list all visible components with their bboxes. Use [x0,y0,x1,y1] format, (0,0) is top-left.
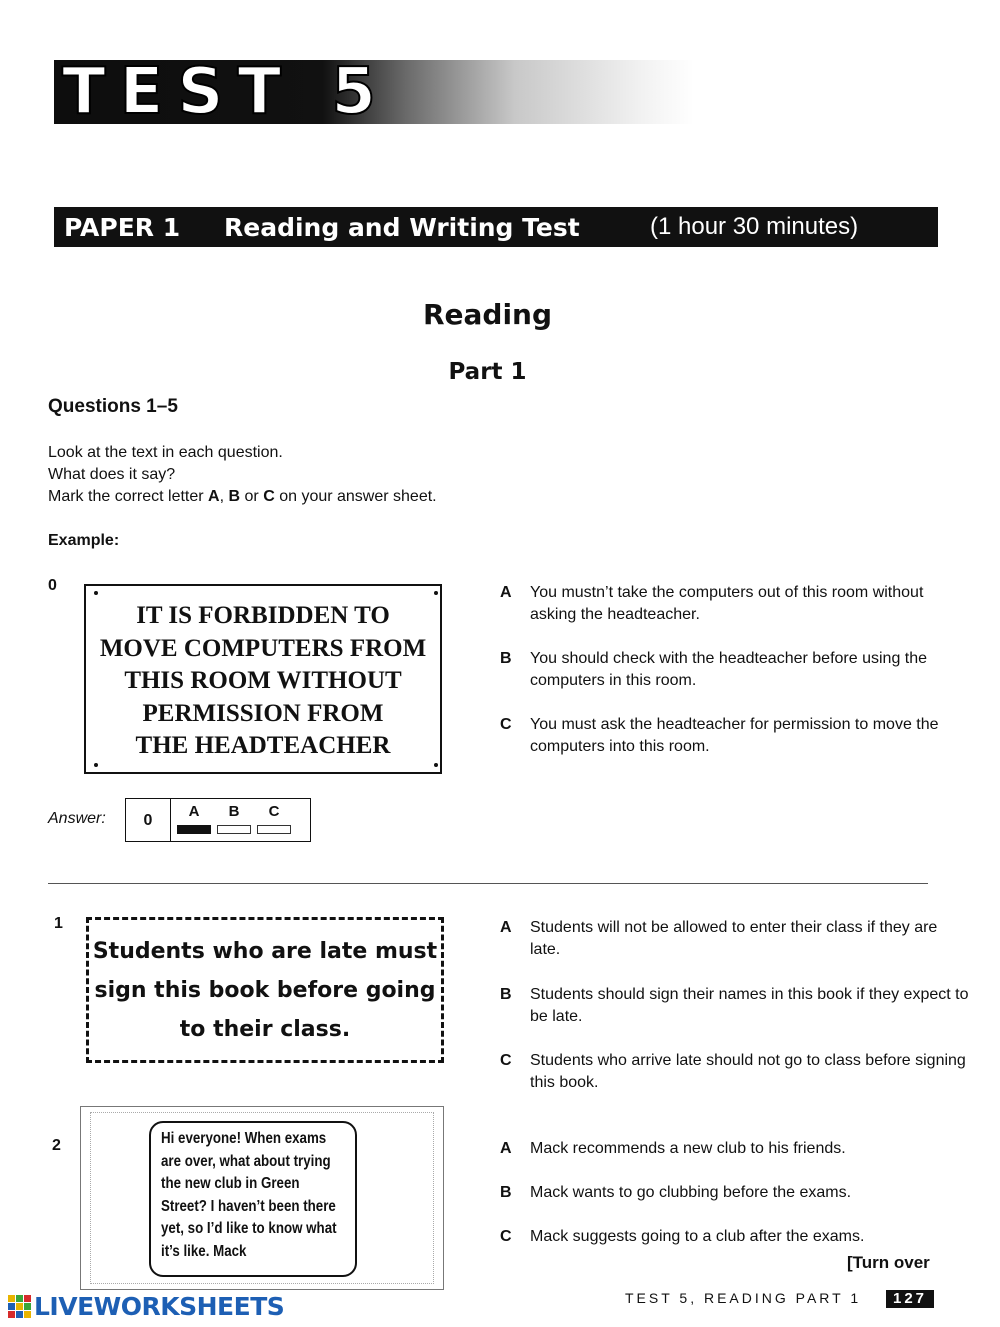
page-footer-label: TEST 5, READING PART 1 [625,1290,862,1306]
example-notice [84,584,442,774]
liveworksheets-logo[interactable] [8,1292,284,1321]
answer-number: 0 [126,799,171,841]
answer-bubble-c[interactable] [257,825,291,834]
paper-label: PAPER 1 [64,212,181,242]
test-title: TEST 5 [62,55,390,129]
notice-pin [434,763,438,767]
logo-text: LIVEWORKSHEETS [34,1292,285,1321]
instruction-line: What does it say? [48,466,176,483]
notice-line: sign this book before going [94,978,436,1003]
note-line: are over, what about trying [161,1152,331,1170]
instruction-line: Look at the text in each question. [48,444,283,461]
notice-pin [434,591,438,595]
page-number: 127 [886,1290,934,1308]
answer-col-a: A [188,803,200,820]
answer-bubble-a[interactable] [177,825,211,834]
notice-pin [94,591,98,595]
answer-bubble-b[interactable] [217,825,251,834]
note-line: Hi everyone! When exams [161,1130,327,1147]
instruction-line: Mark the correct letter A, B or C on your answer sheet. [48,488,437,505]
answer-col-c: C [268,803,280,820]
notice-line: THE HEADTEACHER [135,732,391,759]
questions-heading: Questions 1–5 [48,396,178,417]
logo-grid-icon [8,1295,31,1318]
turn-over: [Turn over [847,1253,930,1272]
instructions [48,442,437,508]
notice-line: MOVE COMPUTERS FROM [99,634,427,662]
part-title: Part 1 [448,359,527,385]
question-1-notice [86,917,444,1063]
notice-line: IT IS FORBIDDEN TO [136,602,390,629]
answer-label: Answer: [48,810,106,827]
answer-box [125,798,311,842]
notice-line: PERMISSION FROM [142,699,384,727]
notice-pin [94,763,98,767]
note-line: yet, so I’d like to know what [161,1220,337,1237]
paper-name: Reading and Writing Test [224,212,580,242]
divider [48,883,928,884]
section-title: Reading [422,298,553,331]
note-line: it’s like. Mack [161,1242,247,1260]
question-1-options: A Students will not be allowed to enter their class if they are late. B Students should sign their names in this book if they expect to be late. C Students who arrive late should not go to class before signing this book. [500,919,969,1091]
notice-line: to their class. [179,1017,351,1042]
example-options: A You mustn’t take the computers out of this room without asking the headteacher. B You should check with the headteacher before using the computers in this room. C You must ask the headteacher for permission to move the computers into this room. [500,584,939,755]
paper-header-bar [54,207,938,247]
question-number: 0 [48,577,57,594]
note-line: Street? I haven’t been there [161,1197,336,1215]
paper-duration: (1 hour 30 minutes) [650,213,859,240]
question-2-note [149,1121,357,1277]
question-2-options: A Mack recommends a new club to his friends. B Mack wants to go clubbing before the exams. C Mack suggests going to a club after the exams. [500,1140,865,1245]
answer-col-b: B [228,803,240,820]
question-number: 2 [52,1137,61,1154]
example-label: Example: [48,532,120,549]
question-number: 1 [54,915,63,932]
notice-line: THIS ROOM WITHOUT [124,667,402,694]
notice-line: Students who are late must [92,939,438,964]
note-line: the new club in Green [161,1175,300,1192]
